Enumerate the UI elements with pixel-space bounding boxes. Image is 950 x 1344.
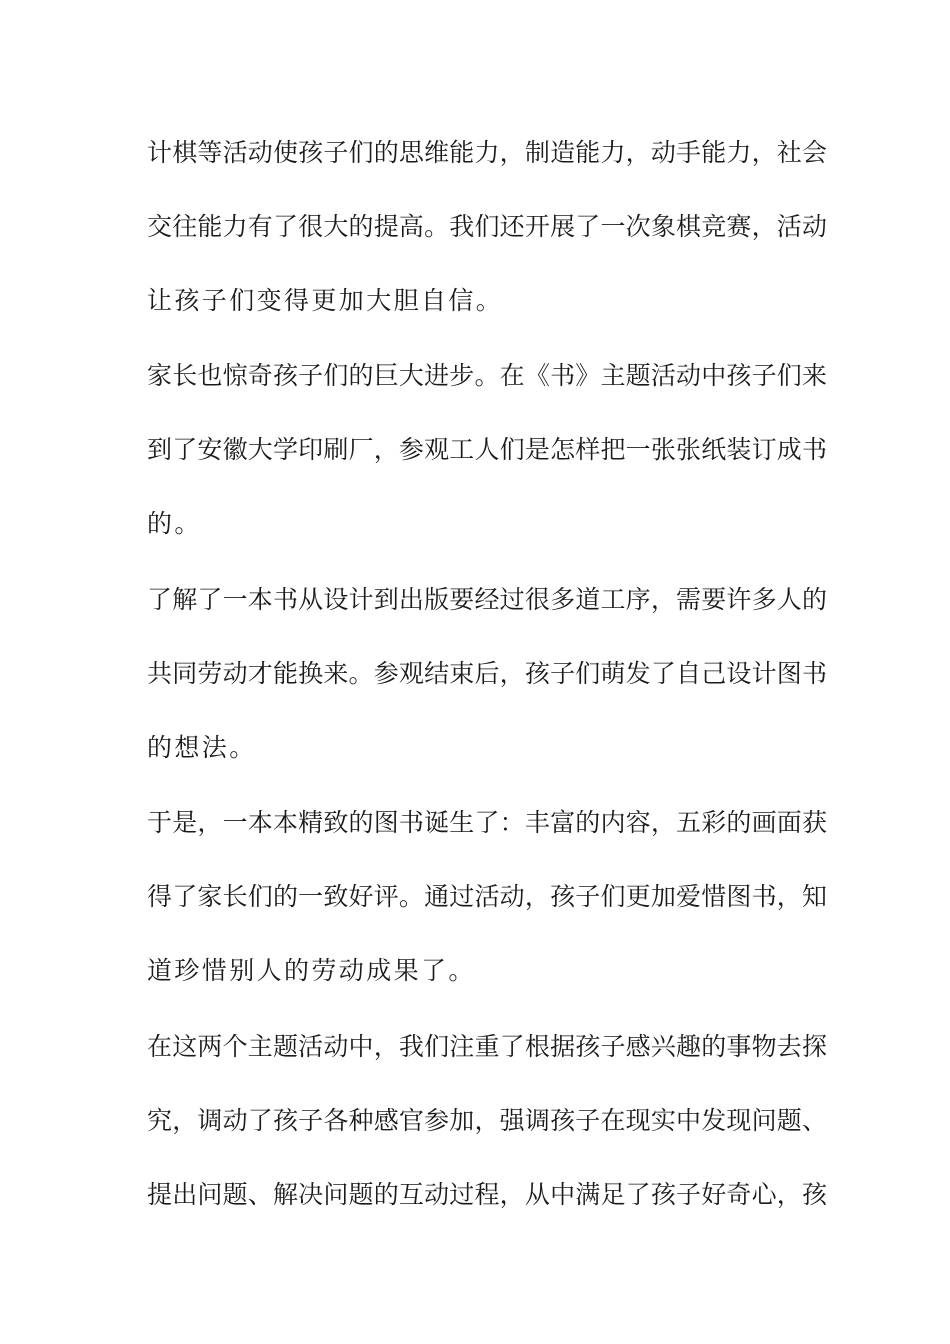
text-line: 交往能力有了很大的提高。我们还开展了一次象棋竞赛，活动 xyxy=(147,212,827,241)
text-line: 到了安徽大学印刷厂，参观工人们是怎样把一张张纸装订成书 xyxy=(147,435,827,464)
text-line: 提出问题、解决问题的互动过程，从中满足了孩子好奇心，孩 xyxy=(147,1180,827,1209)
text-line: 在这两个主题活动中，我们注重了根据孩子感兴趣的事物去探 xyxy=(147,1032,827,1061)
text-line: 共同劳动才能换来。参观结束后，孩子们萌发了自己设计图书 xyxy=(147,659,827,688)
text-line: 究，调动了孩子各种感官参加，强调孩子在现实中发现问题、 xyxy=(147,1106,827,1135)
text-line: 道珍惜别人的劳动成果了。 xyxy=(147,956,476,985)
text-line: 的。 xyxy=(147,509,202,538)
text-line: 于是，一本本精致的图书诞生了：丰富的内容，五彩的画面获 xyxy=(147,808,827,837)
text-line: 家长也惊奇孩子们的巨大进步。在《书》主题活动中孩子们来 xyxy=(147,361,827,390)
text-line: 让孩子们变得更加大胆自信。 xyxy=(147,286,504,315)
text-line: 得了家长们的一致好评。通过活动，孩子们更加爱惜图书，知 xyxy=(147,882,827,911)
text-line: 计棋等活动使孩子们的思维能力，制造能力，动手能力，社会 xyxy=(147,138,827,167)
text-line: 的想法。 xyxy=(147,733,257,762)
text-line: 了解了一本书从设计到出版要经过很多道工序，需要许多人的 xyxy=(147,585,827,614)
